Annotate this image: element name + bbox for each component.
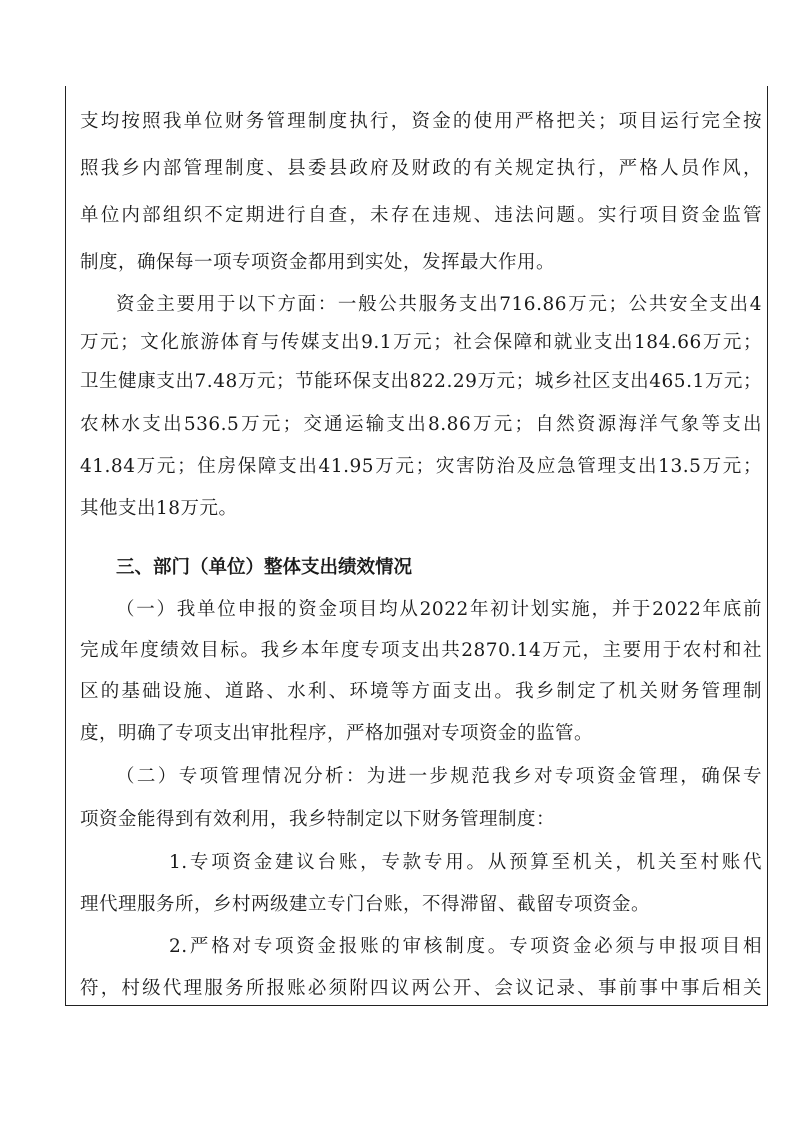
p3-line-1: （一）我单位申报的资金项目均从2022年初计划实施，并于2022年底前	[116, 599, 762, 620]
p1-line-1: 支均按照我单位财务管理制度执行，资金的使用严格把关；项目运行完全按	[80, 111, 762, 132]
p5-line-2: 理代理服务所，乡村两级建立专门台账，不得滞留、截留专项资金。	[80, 894, 651, 915]
p3-line-2: 完成年度绩效目标。我乡本年度专项支出共2870.14万元，主要用于农村和社	[80, 640, 762, 661]
p2-line-1: 资金主要用于以下方面：一般公共服务支出716.86万元；公共安全支出4	[116, 294, 762, 315]
p5-line-1: 1.专项资金建议台账，专款专用。从预算至机关，机关至村账代	[169, 852, 762, 873]
p1-line-2: 照我乡内部管理制度、县委县政府及财政的有关规定执行，严格人员作风，	[80, 158, 762, 179]
p1-line-4: 制度，确保每一项专项资金都用到实处，发挥最大作用。	[80, 252, 556, 273]
p3-line-3: 区的基础设施、道路、水利、环境等方面支出。我乡制定了机关财务管理制	[80, 681, 762, 702]
p6-line-1: 2.严格对专项资金报账的审核制度。专项资金必须与申报项目相	[169, 936, 762, 957]
p2-line-4: 农林水支出536.5万元；交通运输支出8.86万元；自然资源海洋气象等支出	[80, 414, 762, 435]
p2-line-2: 万元；文化旅游体育与传媒支出9.1万元；社会保障和就业支出184.66万元；	[80, 332, 762, 353]
p1-line-3: 单位内部组织不定期进行自查，未存在违规、违法问题。实行项目资金监管	[80, 205, 762, 226]
p2-line-3: 卫生健康支出7.48万元；节能环保支出822.29万元；城乡社区支出465.1万元；	[80, 371, 762, 392]
p4-line-1: （二）专项管理情况分析：为进一步规范我乡对专项资金管理，确保专	[116, 766, 762, 787]
p3-line-4: 度，明确了专项支出审批程序，严格加强对专项资金的监管。	[80, 723, 594, 744]
section-heading: 三、部门（单位）整体支出绩效情况	[116, 557, 413, 578]
p4-line-2: 项资金能得到有效利用，我乡特制定以下财务管理制度：	[80, 809, 556, 830]
p6-line-2: 符，村级代理服务所报账必须附四议两公开、会议记录、事前事中事后相关	[80, 978, 762, 999]
p2-line-6: 其他支出18万元。	[80, 498, 238, 519]
p2-line-5: 41.84万元；住房保障支出41.95万元；灾害防治及应急管理支出13.5万元；	[80, 456, 762, 477]
